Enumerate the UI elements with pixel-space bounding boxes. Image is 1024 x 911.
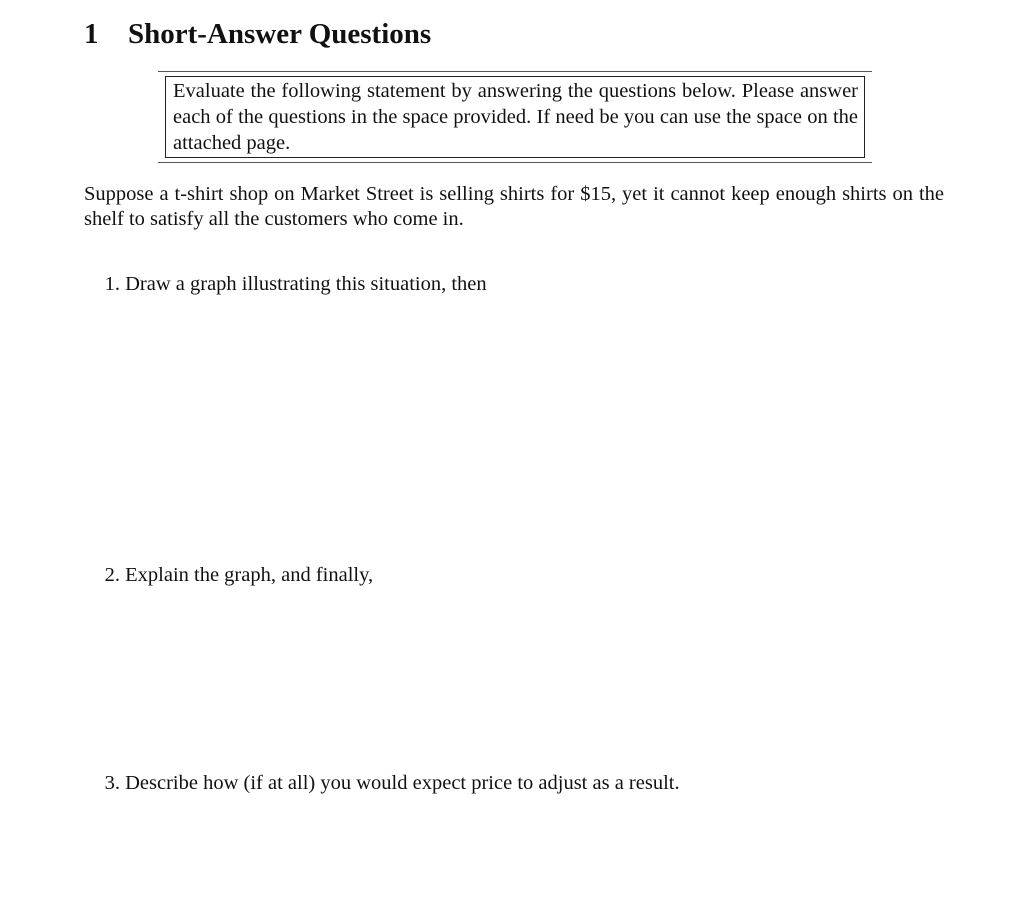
section-title: Short-Answer Questions [128, 18, 432, 50]
question-text: Draw a graph illustrating this situation, then [125, 273, 487, 295]
question-number: 1. [104, 273, 120, 295]
question-number: 3. [104, 772, 120, 794]
scenario-paragraph: Suppose a t-shirt shop on Market Street is selling shirts for $15, yet it cannot keep enough shirts on the shelf to satisfy all the customers who come in. [84, 183, 944, 230]
question-number: 2. [104, 564, 120, 586]
section-number: 1 [84, 18, 99, 50]
question-text: Describe how (if at all) you would expect price to adjust as a result. [125, 772, 680, 794]
instruction-box: Evaluate the following statement by answering the questions below. Please answer each of the questions in the space provided. If need be you can use the space on the attached page. [165, 76, 865, 158]
question-text: Explain the graph, and finally, [125, 564, 374, 586]
question-3 [84, 770, 680, 796]
question-1 [84, 271, 487, 297]
section-heading [84, 14, 431, 54]
question-2 [84, 562, 373, 588]
